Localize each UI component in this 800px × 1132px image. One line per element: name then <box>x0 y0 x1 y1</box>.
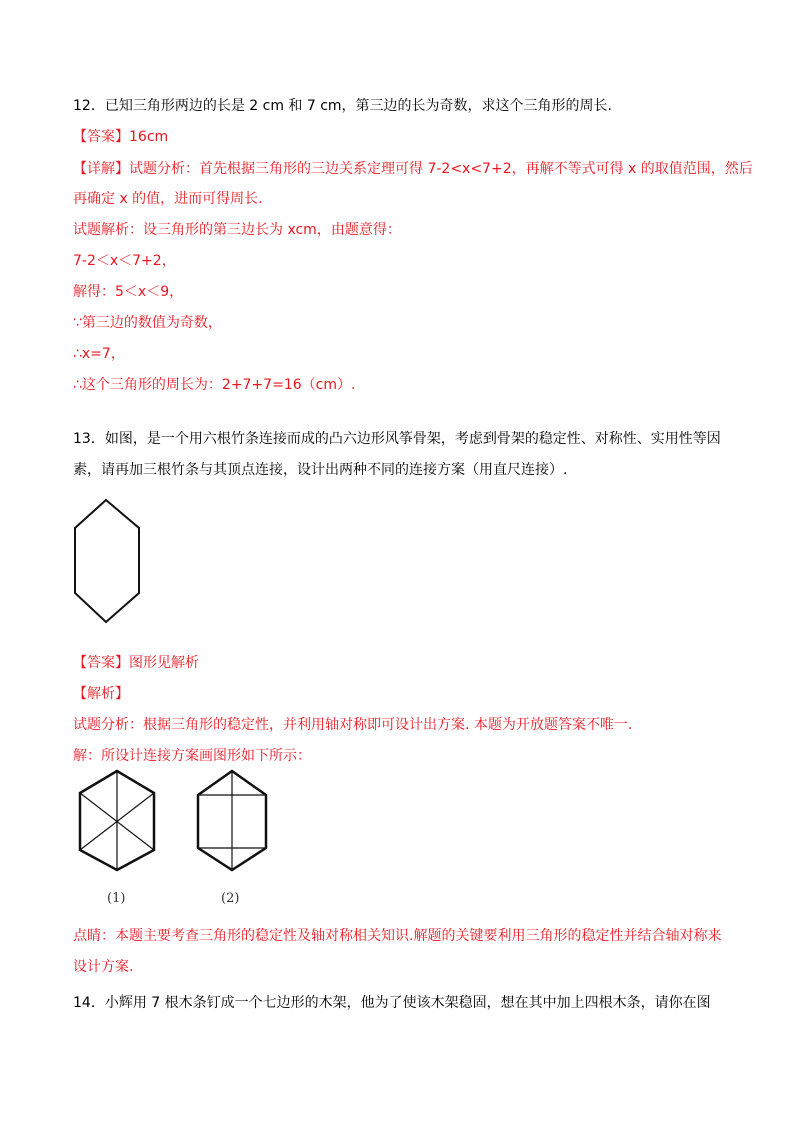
solution-figure-1-caption: (1) <box>107 891 126 906</box>
solution-figure-1 <box>76 768 160 872</box>
q13-analysis-line-2: 解：所设计连接方案画图形如下所示： <box>73 748 311 764</box>
q13-comment-line-1: 点睛：本题主要考查三角形的稳定性及轴对称相关知识.解题的关键要利用三角形的稳定性并结合轴对称来 <box>73 928 722 944</box>
q13-comment-line-2: 设计方案. <box>73 959 134 975</box>
q12-detail-line-2: 再确定 x 的值，进而可得周长. <box>73 191 263 207</box>
q13-analysis-label: 【解析】 <box>73 686 129 702</box>
q13-question-line-1: 13．如图，是一个用六根竹条连接而成的凸六边形风筝骨架，考虑到骨架的稳定性、对称性、实用性等因 <box>73 431 721 447</box>
hexagon-kite-frame-figure <box>70 497 150 627</box>
q12-solution-line-1: 试题解析：设三角形的第三边长为 xcm，由题意得： <box>73 222 401 238</box>
q12-question: 12．已知三角形两边的长是 2 cm 和 7 cm，第三边的长为奇数，求这个三角形的周长. <box>73 98 612 114</box>
q12-answer: 【答案】16cm <box>73 129 169 145</box>
q12-detail-line-1: 【详解】试题分析：首先根据三角形的三边关系定理可得 7-2<x<7+2，再解不等式可得 x 的取值范围，然后 <box>73 161 753 177</box>
q14-question-line-1: 14．小辉用 7 根木条钉成一个七边形的木架，他为了使该木架稳固，想在其中加上四根木条，请你在图 <box>73 995 711 1011</box>
solution-figure-2 <box>192 768 276 872</box>
q12-solution-line-2: 7-2＜x＜7+2， <box>73 253 176 269</box>
q12-solution-line-3: 解得：5＜x＜9， <box>73 284 184 300</box>
q13-question-line-2: 素，请再加三根竹条与其顶点连接，设计出两种不同的连接方案（用直尺连接）. <box>73 462 568 478</box>
q12-solution-line-5: ∴x=7， <box>73 346 125 362</box>
q13-analysis-line-1: 试题分析：根据三角形的稳定性，并利用轴对称即可设计出方案. 本题为开放题答案不唯一. <box>73 717 633 733</box>
q12-solution-line-4: ∵第三边的数值为奇数， <box>73 315 222 331</box>
q12-solution-line-6: ∴这个三角形的周长为：2+7+7=16（cm）. <box>73 377 356 393</box>
q13-answer: 【答案】图形见解析 <box>73 655 199 671</box>
solution-figure-2-caption: (2) <box>221 891 240 906</box>
